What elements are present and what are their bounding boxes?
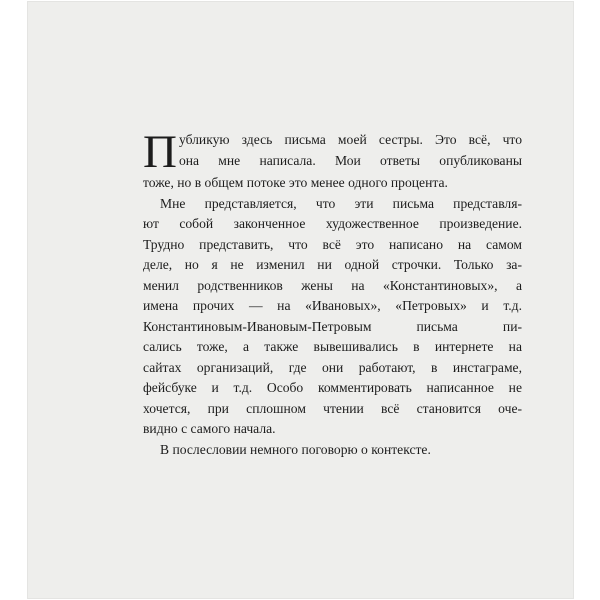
text-line: видно с самого начала. (143, 421, 276, 436)
text-line: ют собой законченное художественное произведение. (143, 216, 522, 231)
paragraph-3 (143, 440, 522, 461)
text-line: имена прочих — на «Ивановых», «Петровых» и т.д. (143, 298, 522, 313)
paragraph-1 (143, 126, 522, 194)
text-line: менил родственников жены на «Константиновых», а (143, 277, 522, 293)
text-line: Трудно представить, что всё это написано на самом (143, 236, 522, 252)
text-line: сались тоже, а также вывешивались в интернете на (143, 339, 522, 354)
text-line: хочется, при сплошном чтении всё становится оче- (143, 400, 522, 416)
page-text (143, 126, 522, 460)
drop-cap: П (143, 126, 177, 178)
book-page (28, 2, 573, 598)
text-line: тоже, но в общем потоке это менее одного процента. (143, 175, 448, 190)
text-line: деле, но я не изменил ни одной строчки. Только за- (143, 257, 522, 272)
text-line: она мне написала. Мои ответы опубликованы (178, 152, 522, 168)
text-line: убликую здесь письма моей сестры. Это всё, что (178, 132, 522, 147)
paragraph-2 (143, 194, 522, 440)
text-line: Мне представляется, что эти письма представля- (160, 195, 522, 211)
text-line: Константиновым-Ивановым-Петровым письма пи- (143, 318, 522, 334)
text-line: В послесловии немного поговорю о контексте. (160, 441, 431, 457)
text-line: фейсбуке и т.д. Особо комментировать написанное не (143, 380, 522, 395)
text-line: сайтах организаций, где они работают, в инстаграме, (143, 359, 522, 375)
